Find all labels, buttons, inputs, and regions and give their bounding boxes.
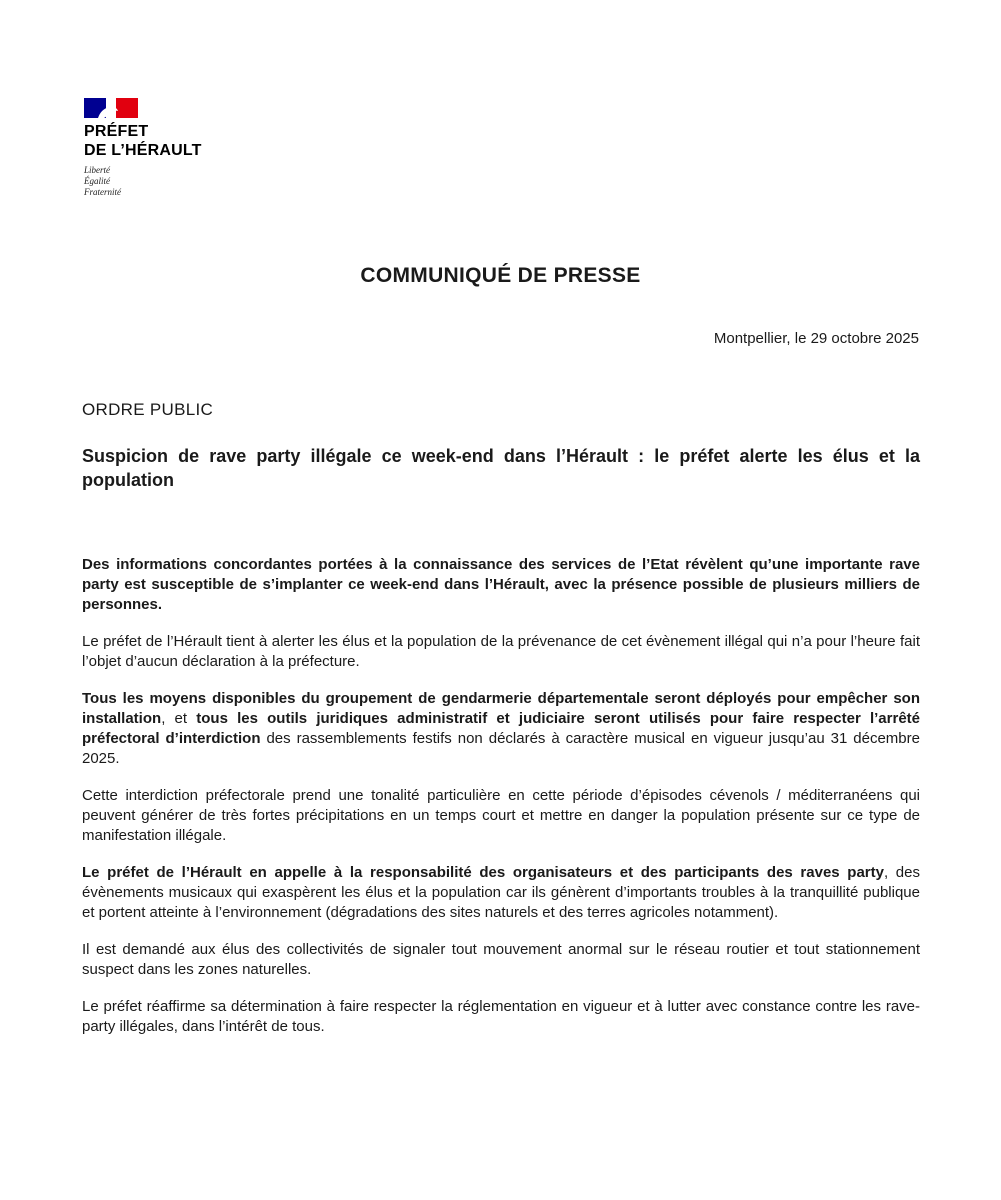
paragraph-2: Le préfet de l’Hérault tient à alerter les élus et la population de la prévenance de cet évènement illégal qui n’a pour l’heure fait l’objet d’aucun déclaration à la préfecture.: [82, 633, 920, 670]
motto-egalite: Égalité: [84, 176, 110, 186]
paragraph-3: [82, 689, 920, 769]
press-release-body: [82, 555, 920, 1054]
section-label: ORDRE PUBLIC: [82, 400, 214, 419]
paragraph-7: Le préfet réaffirme sa détermination à faire respecter la réglementation en vigueur et à lutter avec constance contre les rave-party illégales, dans l’intérêt de tous.: [82, 998, 920, 1035]
paragraph-5: [82, 863, 920, 923]
document-date: Montpellier, le 29 octobre 2025: [713, 330, 919, 347]
p3-normal-1: , et: [161, 710, 197, 727]
headline: Suspicion de rave party illégale ce week-end dans l’Hérault : le préfet alerte les élus et la population: [82, 446, 920, 490]
prefecture-name: [84, 122, 234, 160]
marianne-flag-icon: [84, 98, 138, 118]
prefecture-line-1: PRÉFET: [84, 123, 149, 140]
p5-normal: , des évènements musicaux qui exaspèrent les élus et la population car ils génèrent d’importants troubles à la tranquillité publique et portent atteinte à l’environnement (dégradations des sites naturels et des terres agricoles notamment).: [82, 864, 920, 921]
p3-bold-2: tous les outils juridiques administratif et judiciaire seront utilisés pour faire respecter l’arrêté préfectoral d’interdiction: [82, 710, 921, 747]
prefecture-line-2: DE L’HÉRAULT: [84, 142, 202, 159]
paragraph-4: Cette interdiction préfectorale prend une tonalité particulière en cette période d’épisodes cévenols / méditerranéens qui peuvent générer de très fortes précipitations en un temps court et mettre en danger la population présente sur ce type de manifestation illégale.: [82, 787, 920, 844]
prefecture-logo: [84, 98, 234, 198]
document-title: COMMUNIQUÉ DE PRESSE: [360, 264, 641, 287]
paragraph-1: Des informations concordantes portées à la connaissance des services de l’Etat révèlent qu’une importante rave party est susceptible de s’implanter ce week-end dans l’Hérault, avec la présence possible de plusieurs milliers de personnes.: [82, 556, 920, 613]
p3-bold-1: Tous les moyens disponibles du groupement de gendarmerie départementale seront déployés pour empêcher son installation: [82, 690, 920, 727]
republic-motto: [84, 165, 234, 198]
p5-bold: Le préfet de l’Hérault en appelle à la responsabilité des organisateurs et des participants des raves party: [82, 864, 884, 881]
p3-normal-2: des rassemblements festifs non déclarés à caractère musical en vigueur jusqu’au 31 décembre 2025.: [82, 730, 920, 767]
paragraph-6: Il est demandé aux élus des collectivités de signaler tout mouvement anormal sur le réseau routier et tout stationnement suspect dans les zones naturelles.: [82, 941, 920, 978]
motto-fraternite: Fraternité: [84, 187, 121, 197]
motto-liberte: Liberté: [84, 165, 110, 175]
